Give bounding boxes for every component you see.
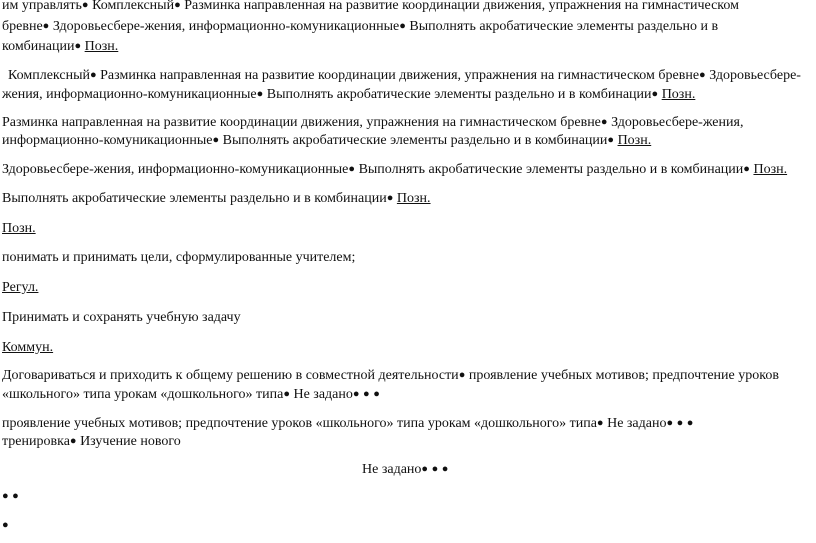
bullet-icon: ●: [431, 463, 439, 475]
text: Выполнять акробатические элементы раздельно и в: [409, 19, 719, 34]
text: Изучение нового: [80, 434, 181, 449]
bullet-icon: ●: [686, 417, 694, 429]
text: «школьного» типа урокам «дошкольного» типа: [2, 387, 284, 402]
text: Комплексный: [92, 0, 175, 13]
bullet-icon: ●: [2, 490, 9, 502]
pozn-link[interactable]: Позн.: [753, 162, 788, 177]
text: Выполнять акробатические элементы раздельно и в комбинации: [266, 87, 652, 102]
pozn-link[interactable]: Позн.: [84, 39, 119, 54]
p7-line2: [2, 433, 181, 451]
text: Здоровьесбере-жения,: [611, 115, 744, 130]
text: жения, информационно-комуникационные: [2, 87, 257, 102]
p3-line1: [2, 114, 743, 132]
text: Разминка направленная на развитие координации движения, упражнения на гимнастическом бревне: [2, 115, 601, 130]
pozn-text: понимать и принимать цели, сформулированные учителем;: [2, 250, 356, 265]
pozn-link[interactable]: Позн.: [617, 133, 652, 148]
bullet-icon: ●: [458, 369, 466, 381]
p3-line2: [2, 132, 651, 150]
p2-line1: [8, 67, 801, 85]
bullet-icon: ●: [256, 88, 264, 100]
bullet-icon: ●: [212, 134, 220, 146]
text: Не задано: [362, 462, 422, 477]
bullet-icon: ●: [743, 163, 750, 175]
text: Выполнять акробатические элементы раздельно и в комбинации: [222, 133, 608, 148]
stray-bullet: [2, 517, 9, 535]
bullet-icon: ●: [174, 0, 181, 11]
bullet-icon: ●: [348, 163, 356, 175]
text: Не задано: [607, 416, 667, 431]
pozn-link[interactable]: Позн.: [396, 191, 431, 206]
p7-line1: [2, 415, 693, 433]
text: проявление учебных мотивов; предпочтение уроков: [468, 368, 779, 383]
bullet-icon: ●: [596, 417, 604, 429]
p1-line2: [2, 18, 718, 36]
bullet-icon: ●: [651, 88, 659, 100]
p6-line2: [2, 386, 380, 404]
text: Разминка направленная на развитие координации движения, упражнения на гимнастическом бревне: [100, 68, 700, 83]
bullet-icon: ●: [12, 490, 19, 502]
bullet-icon: ●: [89, 69, 97, 81]
bullet-icon: ●: [42, 20, 50, 32]
bullet-icon: ●: [441, 463, 449, 475]
text: комбинации: [2, 39, 75, 54]
text: Разминка направленная на развитие координации движения, упражнения на гимнастическом: [184, 0, 739, 13]
text: Не задано: [293, 387, 353, 402]
bullet-icon: ●: [363, 388, 370, 400]
bullet-icon: ●: [600, 116, 608, 128]
bullet-icon: ●: [283, 388, 290, 400]
stray-bullets: [2, 488, 19, 506]
bullet-icon: ●: [666, 417, 674, 429]
p1-line1: [2, 0, 739, 15]
bullet-icon: ●: [676, 417, 684, 429]
bullet-icon: ●: [74, 40, 82, 52]
bullet-icon: ●: [81, 0, 89, 11]
text: Выполнять акробатические элементы раздельно и в комбинации: [358, 162, 744, 177]
p2-line2: [2, 86, 695, 104]
bullet-icon: ●: [373, 388, 380, 400]
p5-line: [2, 190, 431, 208]
centered-line: [362, 461, 448, 479]
text: информационно-комуникационные: [2, 133, 213, 148]
text: проявление учебных мотивов; предпочтение уроков «школьного» типа урокам «дошкольного» типа: [2, 416, 597, 431]
text: Здоровьесбере-: [709, 68, 801, 83]
text: Выполнять акробатические элементы раздельно и в комбинации: [2, 191, 387, 206]
bullet-icon: ●: [2, 519, 9, 531]
text: Договариваться и приходить к общему решению в совместной деятельности: [2, 368, 459, 383]
bullet-icon: ●: [386, 192, 394, 204]
kommun-heading[interactable]: Коммун.: [2, 340, 54, 355]
p4-line: [2, 161, 787, 179]
bullet-icon: ●: [352, 388, 360, 400]
p6-line1: [2, 367, 779, 385]
regul-text: Принимать и сохранять учебную задачу: [2, 310, 241, 325]
regul-heading[interactable]: Регул.: [2, 280, 39, 295]
bullet-icon: ●: [421, 463, 429, 475]
text: тренировка: [2, 434, 70, 449]
pozn-link[interactable]: Позн.: [661, 87, 696, 102]
p1-line3: [2, 38, 118, 56]
text: бревне: [2, 19, 43, 34]
text: Комплексный: [8, 68, 90, 83]
bullet-icon: ●: [607, 134, 615, 146]
pozn-heading[interactable]: Позн.: [2, 221, 36, 236]
bullet-icon: ●: [699, 69, 706, 81]
text: им управлять: [2, 0, 82, 13]
bullet-icon: ●: [69, 435, 77, 447]
text: Здоровьесбере-жения, информационно-комуникационные: [2, 162, 349, 177]
text: Здоровьесбере-жения, информационно-комуникационные: [52, 19, 400, 34]
bullet-icon: ●: [399, 20, 406, 32]
